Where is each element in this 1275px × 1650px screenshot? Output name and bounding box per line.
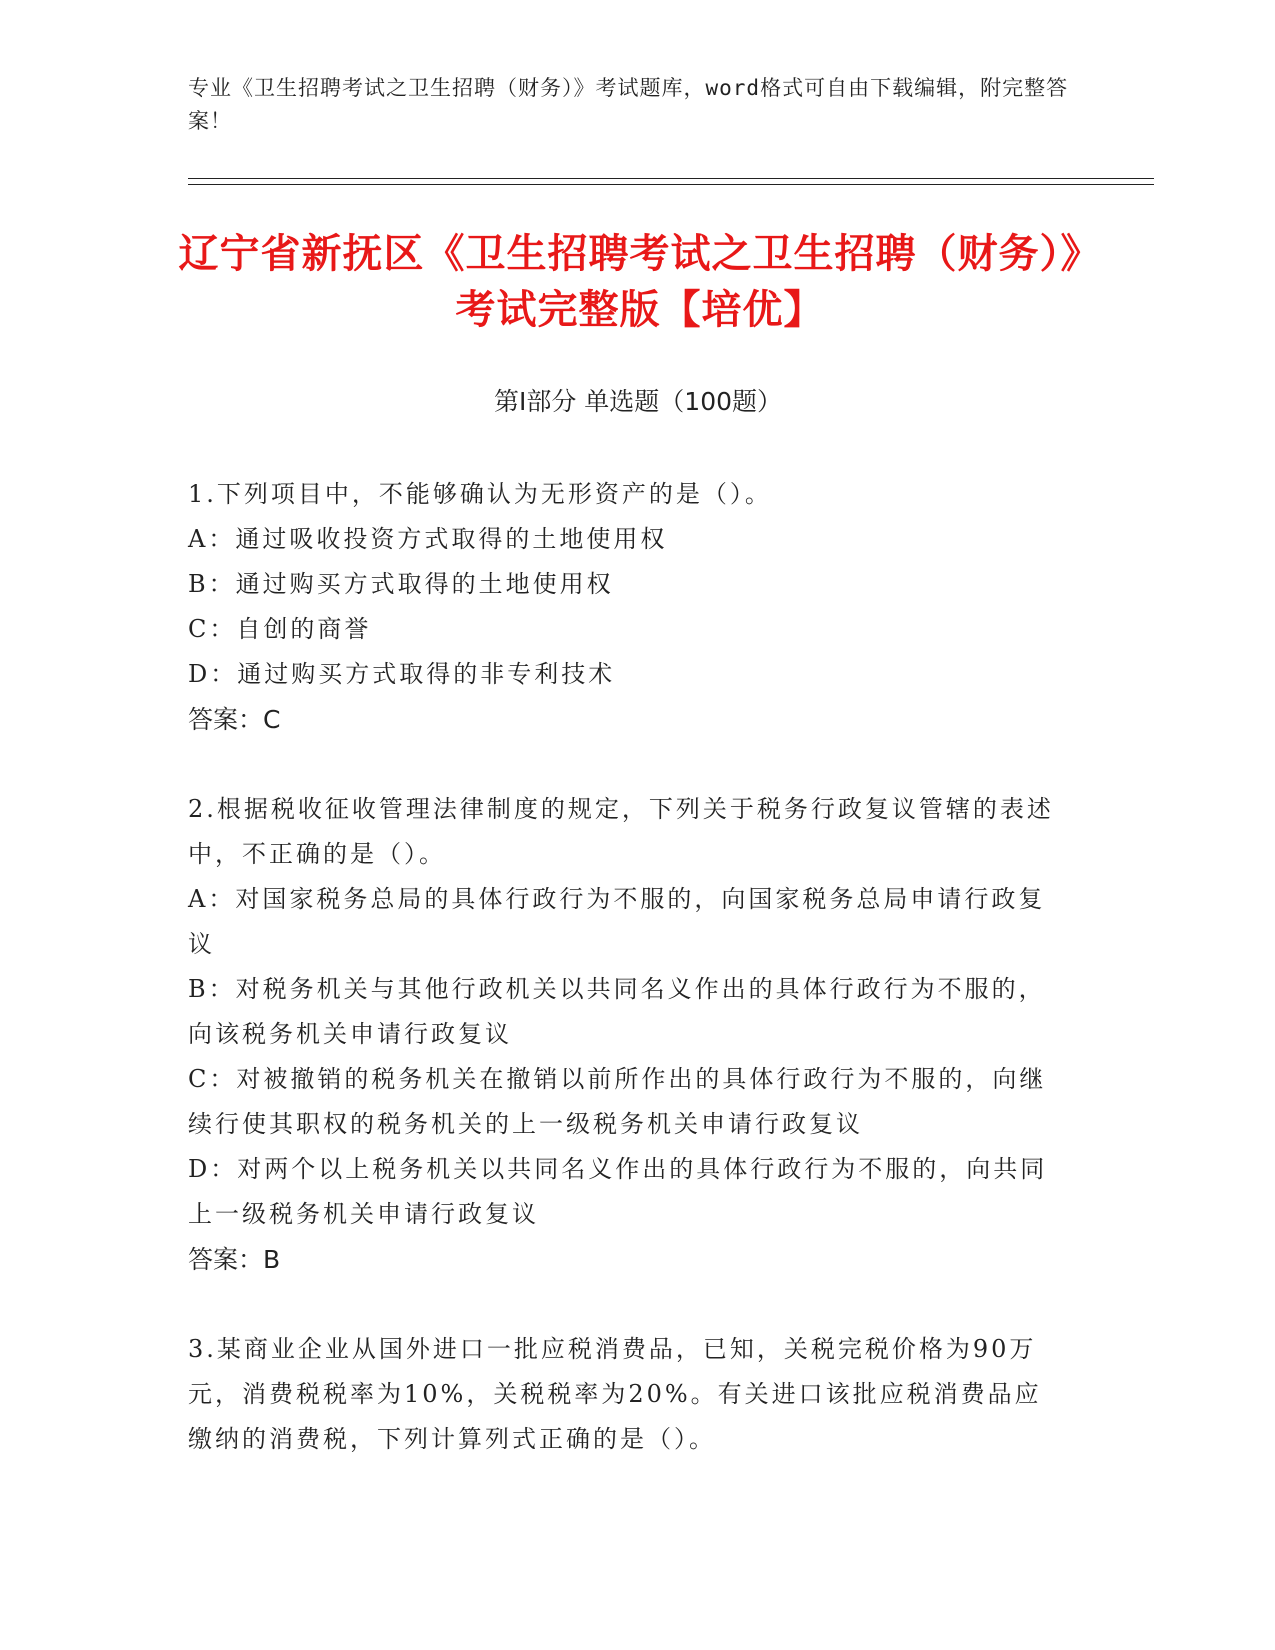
answer: 答案：C	[188, 705, 281, 734]
question-2	[188, 787, 1068, 1282]
option-b: B：对税务机关与其他行政机关以共同名义作出的具体行政行为不服的，向该税务机关申请行政复议	[188, 975, 1046, 1048]
question-spacer	[188, 1282, 1068, 1327]
question-spacer	[188, 742, 1068, 787]
option-c: C：自创的商誉	[188, 615, 372, 643]
question-3	[188, 1327, 1068, 1462]
header-note: 专业《卫生招聘考试之卫生招聘（财务）》考试题库，word格式可自由下载编辑，附完整答案！	[188, 76, 1069, 133]
question-list	[188, 472, 1068, 1462]
option-a: A：对国家税务总局的具体行政行为不服的，向国家税务总局申请行政复议	[188, 885, 1046, 958]
option-d: D：对两个以上税务机关以共同名义作出的具体行政行为不服的，向共同上一级税务机关申请行政复议	[188, 1155, 1048, 1228]
section-heading: 第Ⅰ部分 单选题（100题）	[493, 387, 783, 416]
option-d: D：通过购买方式取得的非专利技术	[188, 660, 616, 688]
question-stem: 3.某商业企业从国外进口一批应税消费品，已知，关税完税价格为90万元，消费税税率为10%，关税税率为20%。有关进口该批应税消费品应缴纳的消费税，下列计算列式正确的是（）。	[188, 1335, 1042, 1453]
answer: 答案：B	[188, 1245, 281, 1274]
header-divider-bottom	[188, 184, 1154, 185]
option-b: B：通过购买方式取得的土地使用权	[188, 570, 614, 598]
option-a: A：通过吸收投资方式取得的土地使用权	[188, 525, 668, 553]
question-stem: 2.根据税收征收管理法律制度的规定，下列关于税务行政复议管辖的表述中，不正确的是（）。	[188, 795, 1054, 868]
header-divider-top	[188, 178, 1154, 179]
document-title: 辽宁省新抚区《卫生招聘考试之卫生招聘（财务）》考试完整版【培优】	[178, 231, 1102, 333]
question-stem: 1.下列项目中，不能够确认为无形资产的是（）。	[188, 480, 772, 508]
question-1	[188, 472, 1068, 742]
option-c: C：对被撤销的税务机关在撤销以前所作出的具体行政行为不服的，向继续行使其职权的税务机关的上一级税务机关申请行政复议	[188, 1065, 1047, 1138]
